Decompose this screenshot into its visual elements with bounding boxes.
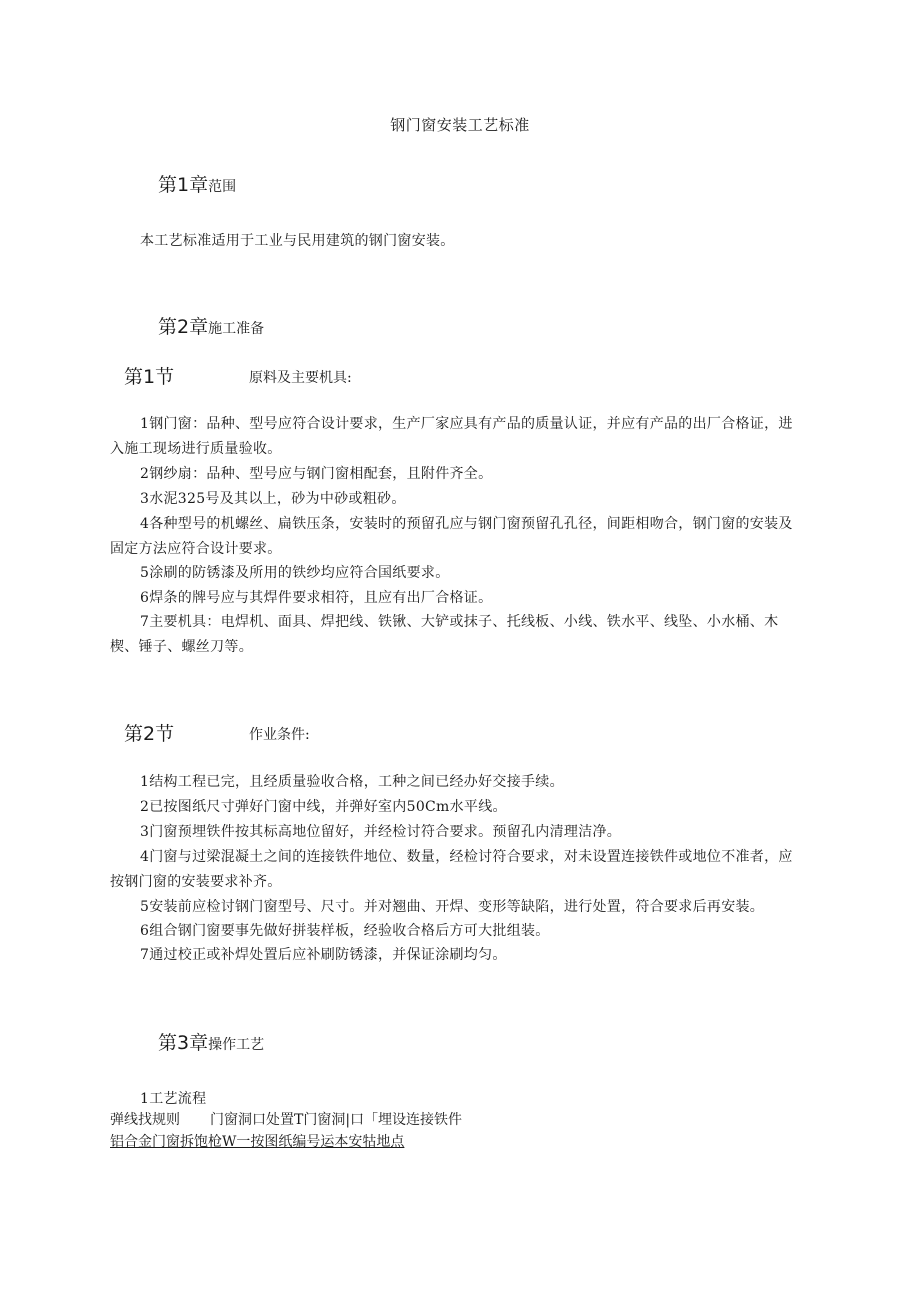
- flow-step-mark-lines: 弹线找规则: [110, 1112, 180, 1128]
- section-1-item-2: 2钢纱扇：品种、型号应与钢门窗相配套，且附件齐全。: [140, 466, 493, 482]
- section-2-item-5: 5安装前应检讨钢门窗型号、尺寸。并对翘曲、开焊、变形等缺陷，进行处置，符合要求后再安装。: [140, 899, 765, 915]
- chapter-3-title: 操作工艺: [208, 1037, 265, 1053]
- chapter-3-label: 第3章: [158, 1032, 209, 1054]
- section-2-item-4: 4门窗与过梁混凝土之间的连接铁件地位、数量，经检讨符合要求，对未设置连接铁件或地位不准者，应按钢门窗的安装要求补齐。: [110, 849, 793, 890]
- section-1-item-4: 4各种型号的机螺丝、扁铁压条，安装时的预留孔应与钢门窗预留孔孔径，间距相吻合，钢门窗的安装及固定方法应符合设计要求。: [110, 516, 793, 557]
- section-2-item-2: 2已按图纸尺寸弹好门窗中线，并弹好室内50Cm水平线。: [140, 799, 507, 815]
- section-1-label: 第1节: [124, 366, 175, 388]
- chapter-2-label: 第2章: [158, 316, 209, 338]
- chapter-1-heading: [158, 170, 236, 197]
- section-1-item-3: 3水泥325号及其以上，砂为中砂或粗砂。: [140, 491, 406, 507]
- section-2-title: 作业条件:: [249, 727, 310, 743]
- chapter-1-title: 范围: [208, 179, 237, 195]
- chapter-2-heading: [158, 312, 264, 339]
- flow-step-openings: 门窗洞口处置T门窗洞|口「埋设连接铁件: [210, 1112, 463, 1128]
- section-1-title: 原料及主要机具:: [249, 370, 352, 386]
- chapter-1-text: 本工艺标准适用于工业与民用建筑的钢门窗安装。: [140, 233, 455, 249]
- section-1-item-5: 5涂刷的防锈漆及所用的铁纱均应符合国纸要求。: [140, 565, 450, 581]
- section-1-item-1: 1钢门窗：品种、型号应符合设计要求，生产厂家应具有产品的质量认证，并应有产品的出厂合格证，进入施工现场进行质量验收。: [110, 416, 793, 457]
- chapter-2-title: 施工准备: [208, 321, 265, 337]
- chapter-3-heading: [158, 1028, 264, 1055]
- section-2-item-6: 6组合钢门窗要事先做好拼装样板，经验收合格后方可大批组装。: [140, 923, 550, 939]
- section-2-item-3: 3门窗预埋铁件按其标高地位留好，并经检讨符合要求。预留孔内清理洁净。: [140, 824, 622, 840]
- section-2-item-7: 7通过校正或补焊处置后应补刷防锈漆，并保证涂刷均匀。: [140, 947, 507, 963]
- process-flow-line-1: [110, 1109, 462, 1129]
- section-2-item-1: 1结构工程已完，且经质量验收合格，工种之间已经办好交接手续。: [140, 774, 564, 790]
- section-1-item-6: 6焊条的牌号应与其焊件要求相符，且应有出厂合格证。: [140, 590, 493, 606]
- chapter-1-label: 第1章: [158, 174, 209, 196]
- section-1-item-7: 7主要机具：电焊机、面具、焊把线、铁锹、大铲或抹子、托线板、小线、铁水平、线坠、小水桶、木楔、锤子、螺丝刀等。: [110, 614, 779, 655]
- section-2-label: 第2节: [124, 723, 175, 745]
- process-flow-line-2: 铝合金门窗拆饱枪W一按图纸编号运本安牯地点: [110, 1134, 405, 1150]
- document-title: 钢门窗安装工艺标准: [390, 116, 530, 134]
- chapter-3-item-1: 1工艺流程: [140, 1091, 207, 1107]
